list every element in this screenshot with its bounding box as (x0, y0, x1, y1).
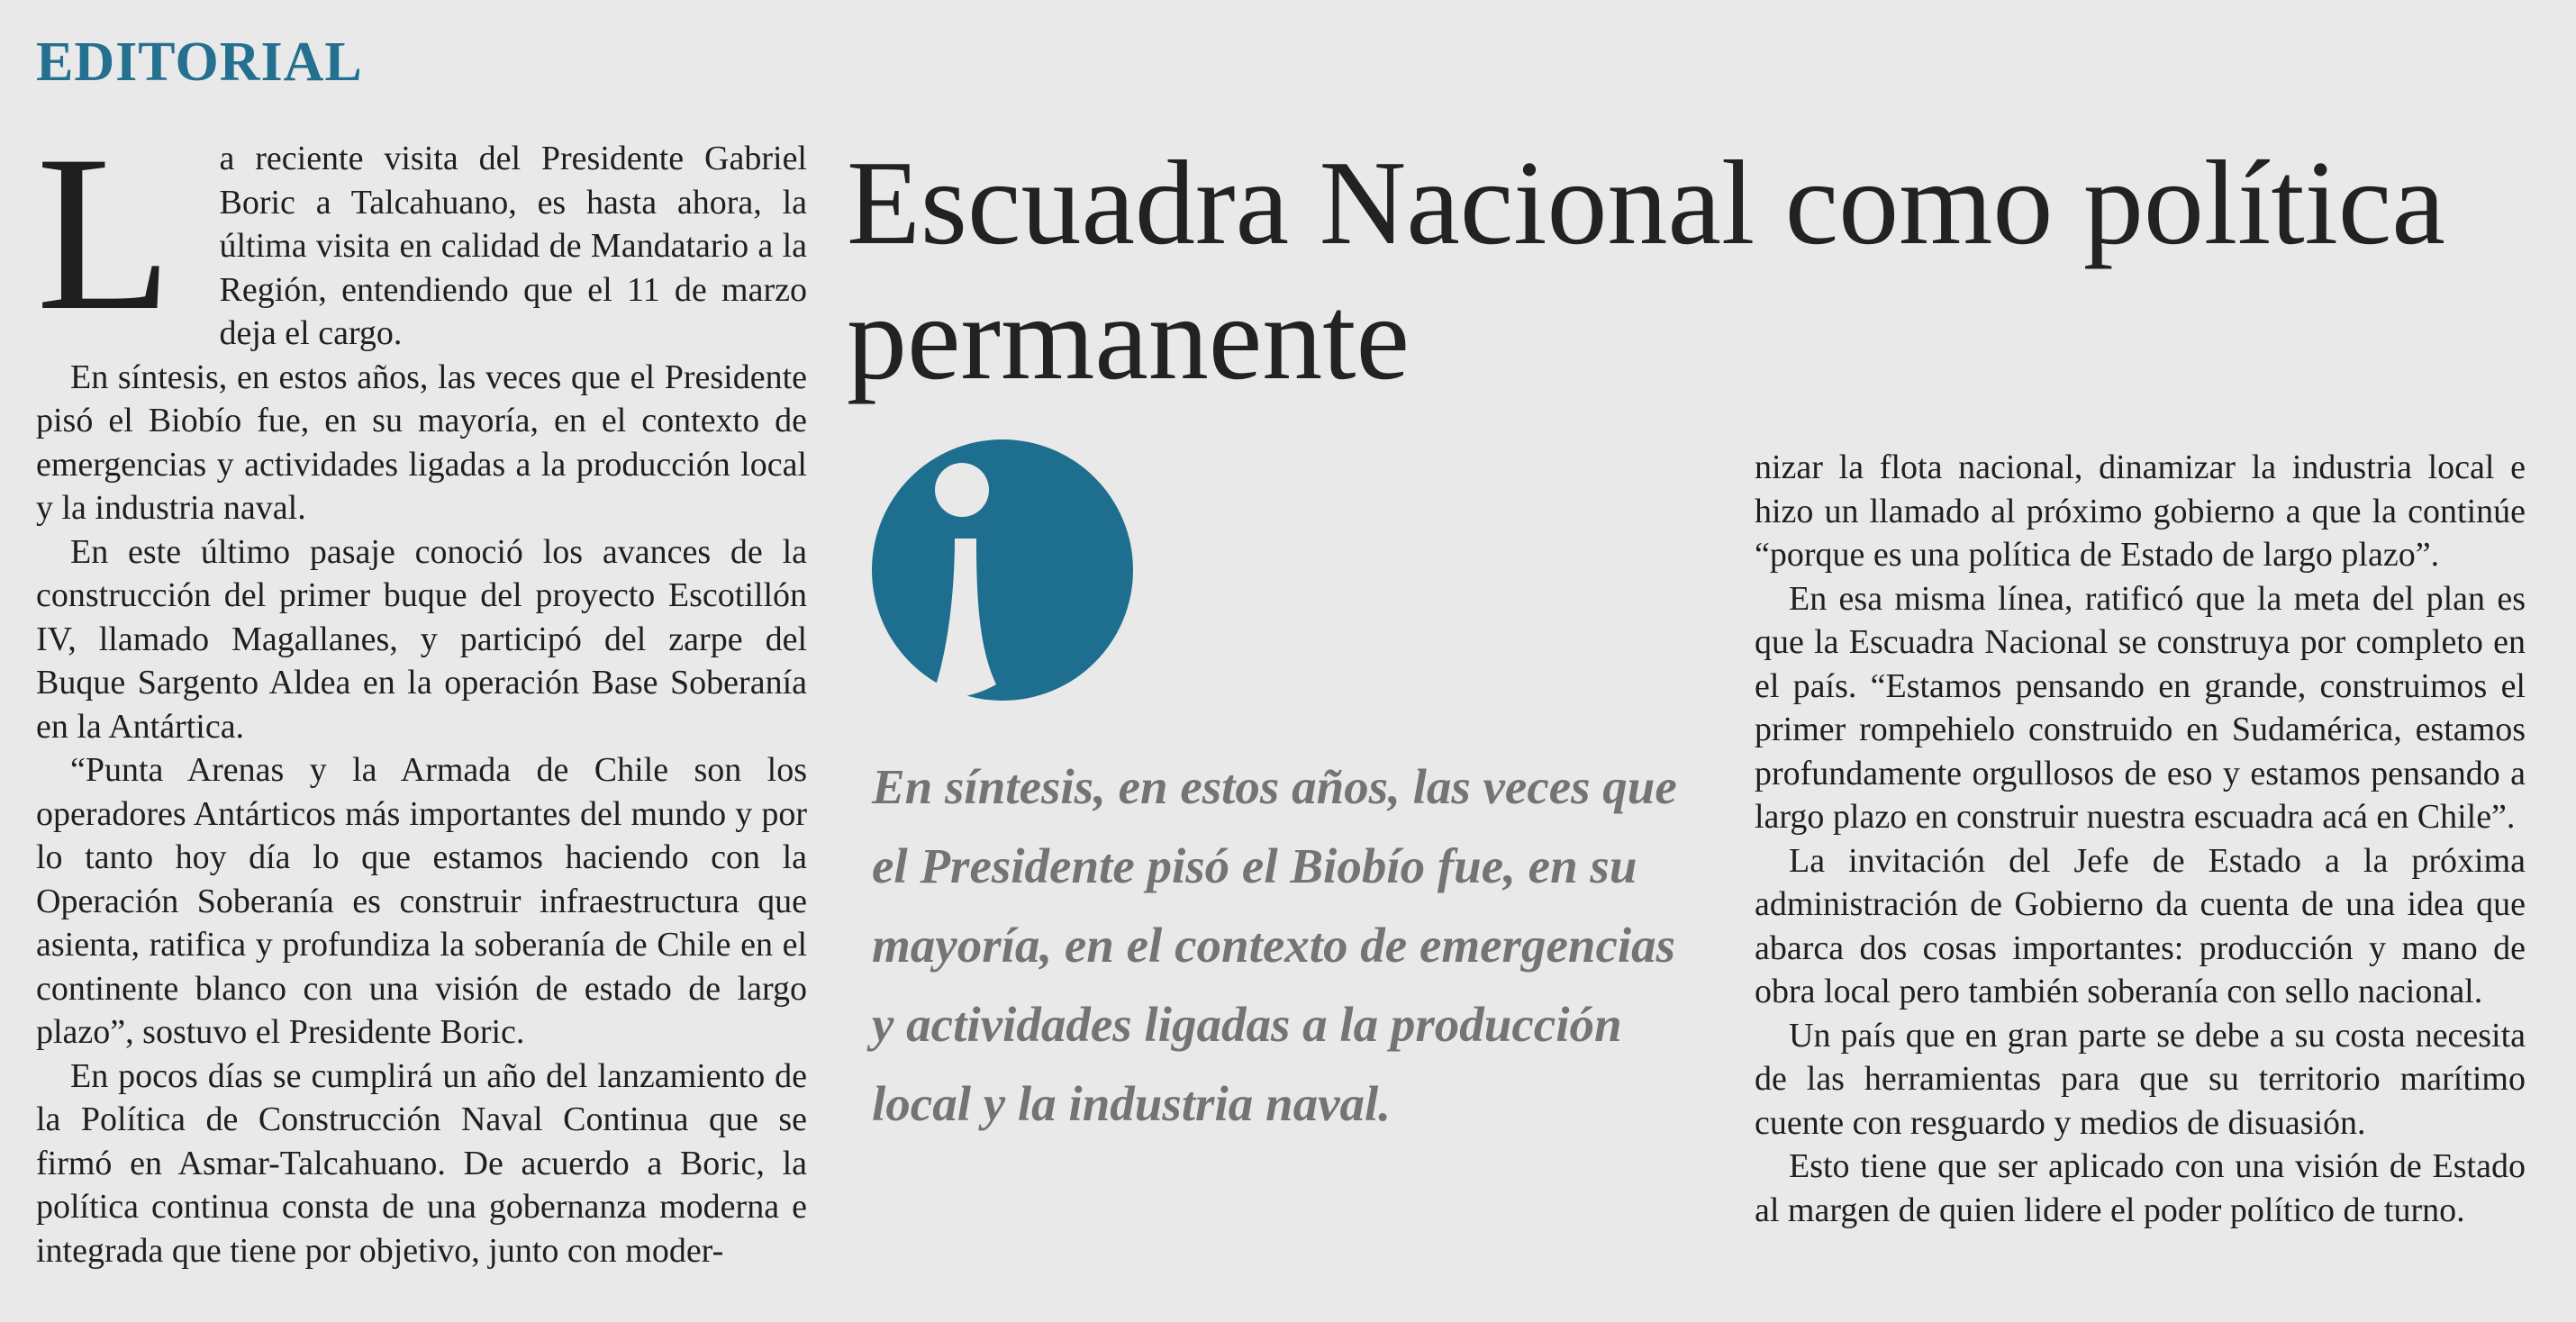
article-paragraph: Un país que en gran parte se debe a su costa necesita de las herramientas para que su territorio marítimo cuente con resguardo y medios de disuasión. (1755, 1016, 2526, 1142)
lead-text: a reciente visita del Presidente Gabriel Boric a Talcahuano, es hasta ahora, la última visita en calidad de Mandatario a la Región, entendiendo que el 11 de marzo deja el cargo. (219, 140, 807, 352)
article-right-column (1755, 446, 2526, 1232)
info-icon (872, 439, 1133, 701)
article-paragraph: “Punta Arenas y la Armada de Chile son los operadores Antárticos más importantes del mundo y por lo tanto hoy día lo que estamos haciendo con la Operación Soberanía es construir infraestructura que asienta, ratifica y profundiza la soberanía de Chile en el continente blanco con una visión de estado de largo plazo”, sostuvo el Presidente Boric. (36, 751, 807, 1051)
article-left-column (36, 109, 807, 1272)
article-lead-paragraph (36, 109, 807, 357)
pull-quote: En síntesis, en estos años, las veces que el Presidente pisó el Biobío fue, en su mayoría, en el contexto de emergencias y actividades ligadas a la producción local y la industria naval. (872, 759, 1677, 1131)
article-paragraph: En pocos días se cumplirá un año del lanzamiento de la Política de Construcción Naval Continua que se firmó en Asmar-Talcahuano. De acuerdo a Boric, la política continua consta de una gobernanza moderna e integrada que tiene por objetivo, junto con moder- (36, 1056, 807, 1270)
section-label: EDITORIAL (36, 32, 363, 93)
article-paragraph: La invitación del Jefe de Estado a la próxima administración de Gobierno da cuenta de una idea que abarca dos cosas importantes: producción y mano de obra local pero también soberanía con sello nacional. (1755, 841, 2526, 1010)
drop-cap: L (36, 109, 173, 357)
article-paragraph: nizar la flota nacional, dinamizar la industria local e hizo un llamado al próximo gobierno a que la continúe “porque es una política de Estado de largo plazo”. (1755, 448, 2526, 574)
article-paragraph: En esa misma línea, ratificó que la meta del plan es que la Escuadra Nacional se construya por completo en el país. “Estamos pensando en grande, construimos el primer rompehielo construido en Sudamérica, estamos profundamente orgullosos de eso y estamos pensando a largo plazo en construir nuestra escuadra acá en Chile”. (1755, 579, 2526, 836)
article-paragraph: En síntesis, en estos años, las veces que el Presidente pisó el Biobío fue, en su mayoría, en el contexto de emergencias y actividades ligadas a la producción local y la industria naval. (36, 358, 807, 527)
headline: Escuadra Nacional como política permanente (847, 136, 2445, 404)
article-paragraph: En este último pasaje conoció los avances de la construcción del primer buque del proyecto Escotillón IV, llamado Magallanes, y participó del zarpe del Buque Sargento Aldea en la operación Base Soberanía en la Antártica. (36, 532, 807, 746)
article-paragraph: Esto tiene que ser aplicado con una visión de Estado al margen de quien lidere el poder político de turno. (1755, 1147, 2526, 1229)
